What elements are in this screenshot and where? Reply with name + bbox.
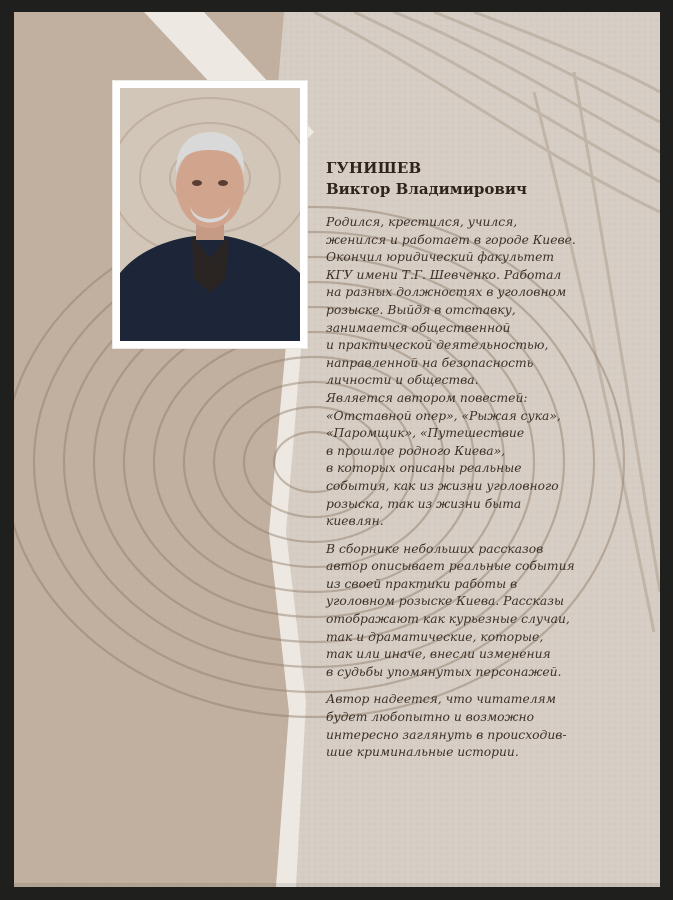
bio-line: уголовном розыске Киева. Рассказы — [326, 594, 564, 609]
bio-line: будет любопытно и возможно — [326, 710, 535, 725]
bio-line: в прошлое родного Киева», — [326, 443, 506, 458]
bio-line: отображают как курьезные случаи, — [326, 612, 570, 627]
bio-line: «Паромщик», «Путешествие — [326, 426, 525, 441]
bio-line: розыска, так из жизни быта — [326, 496, 522, 511]
bio-line: так и драматические, которые, — [326, 629, 544, 644]
bio-line: личности и общества. — [326, 373, 479, 388]
bio-line: розыске. Выйдя в отставку, — [326, 302, 516, 317]
bio-line: и практической деятельностью, — [326, 338, 549, 353]
bio-line: «Отставной опер», «Рыжая сука», — [326, 408, 561, 423]
bio-line: интересно заглянуть в происходив- — [326, 727, 567, 742]
bio-line: события, как из жизни уголовного — [326, 478, 559, 493]
bio-line: Окончил юридический факультет — [326, 250, 555, 265]
bio-paragraph-2 — [326, 541, 631, 682]
author-surname: ГУНИШЕВ — [326, 159, 422, 177]
author-text-block — [326, 158, 631, 772]
bio-line: женился и работает в городе Киеве. — [326, 232, 576, 247]
author-photo — [120, 88, 300, 341]
book-back-cover — [14, 12, 660, 887]
bio-line: из своей практики работы в — [326, 576, 518, 591]
bio-line: Является автором повестей: — [326, 390, 528, 405]
bio-line: занимается общественной — [326, 320, 511, 335]
bio-line: направленной на безопасность — [326, 355, 534, 370]
bio-line: В сборнике небольших рассказов — [326, 541, 544, 556]
author-name: Виктор Владимирович — [326, 180, 527, 198]
author-photo-frame — [112, 80, 308, 349]
bio-line: шие криминальные истории. — [326, 745, 519, 760]
bio-line: на разных должностях в уголовном — [326, 285, 567, 300]
bio-line: Родился, крестился, учился, — [326, 215, 518, 229]
bio-line: киевлян. — [326, 514, 384, 529]
cover-bottom-edge — [14, 883, 660, 887]
bio-line: в судьбы упомянутых персонажей. — [326, 664, 562, 679]
bio-line: КГУ имени Т.Г. Шевченко. Работал — [326, 267, 562, 282]
bio-line: автор описывает реальные события — [326, 559, 575, 574]
bio-line: в которых описаны реальные — [326, 461, 522, 476]
bio-paragraph-3 — [326, 691, 631, 761]
bio-line: Автор надеется, что читателям — [326, 692, 556, 707]
bio-paragraph-1 — [326, 214, 631, 531]
bio-line: так или иначе, внесли изменения — [326, 647, 551, 662]
